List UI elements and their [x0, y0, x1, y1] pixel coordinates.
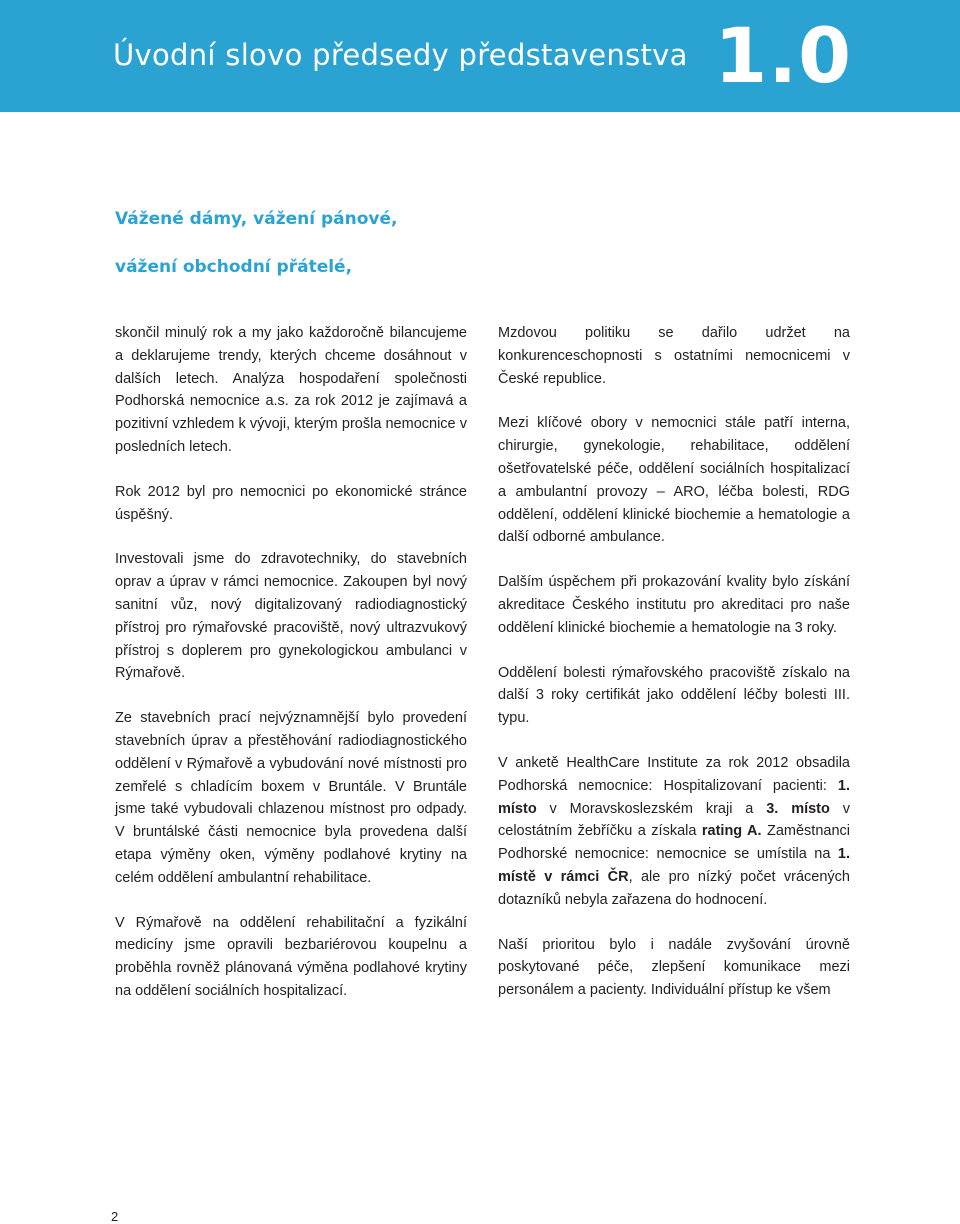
survey-text-3: v celostátním žebříčku a získala: [498, 800, 850, 840]
greeting-line-2: vážení obchodní přátelé,: [115, 257, 353, 277]
paragraph-rehabilitation: V Rýmařově na oddělení rehabilitační a fyzikální medicíny jsme opravili bezbariérovou koupelnu a proběhla rovněž plánovaná výměna podlahové krytiny na oddělení sociálních hospitalizací.: [115, 914, 467, 999]
survey-text-5: , ale pro nízký počet vrácených dotazníků nebyla zařazena do hodnocení.: [498, 868, 850, 908]
paragraph-success: Rok 2012 byl pro nemocnici po ekonomické stránce úspěšný.: [115, 483, 467, 523]
paragraph-accreditation: Dalším úspěchem při prokazování kvality bylo získání akreditace Českého institutu pro akreditaci pro naše oddělení klinické biochemie a hematologie na 3 roky.: [498, 574, 850, 636]
greeting-line-1: Vážené dámy, vážení pánové,: [115, 209, 398, 229]
right-column: [498, 322, 850, 1024]
section-number: 1.0: [714, 11, 852, 100]
survey-bold-4: 1. místě v rámci ČR: [498, 846, 850, 885]
page-number: 2: [111, 1209, 119, 1224]
header-band: [0, 0, 960, 112]
survey-bold-3: rating A.: [701, 823, 762, 840]
survey-text-1: V anketě HealthCare Institute za rok 2012 obsadila Podhorská nemocnice: Hospitalizovaní pacienti:: [498, 754, 850, 794]
survey-text-4: Zaměstnanci Podhorské nemocnice: nemocnice se umístila na: [498, 823, 851, 863]
paragraph-intro: skončil minulý rok a my jako každoročně bilancujeme a deklarujeme trendy, kterých chceme dosáhnout v dalších letech. Analýza hospodaření společnosti Podhorská nemocnice a.s. za rok 2012 je zajímavá a pozitivní vzhledem k vývoji, kterým prošla nemocnice v posledních letech.: [115, 325, 467, 455]
left-column: [115, 322, 467, 1025]
paragraph-construction: Ze stavebních prací nejvýznamnější bylo provedení stavebních úprav a přestěhování radiodiagnostického oddělení v Rýmařově a vybudování nové místnosti pro zemřelé s chladícím boxem v Bruntále. V Bruntále jsme také vybudovali chlazenou místnost pro odpady. V bruntálské části nemocnice byla provedena další etapa výměny oken, výměny podlahové krytiny na celém oddělení ambulantní rehabilitace.: [115, 710, 467, 886]
survey-text-2: v Moravskoslezském kraji a: [536, 800, 767, 817]
survey-bold-1: 1. místo: [498, 777, 850, 817]
paragraph-priority: Naší prioritou bylo i nadále zvyšování úrovně poskytované péče, zlepšení komunikace mezi personálem a pacienty. Individuální přístup ke všem: [498, 936, 850, 999]
page-title: Úvodní slovo předsedy představenstva: [113, 38, 688, 72]
paragraph-key-departments: Mezi klíčové obory v nemocnici stále patří interna, chirurgie, gynekologie, rehabilitace, oddělení ošetřovatelské péče, oddělení sociálních hospitalizací a ambulantní provozy – ARO, léčba bolesti, RDG oddělení, oddělení klinické biochemie a hematologie a další odborné ambulance.: [498, 415, 850, 546]
survey-bold-2: 3. místo: [766, 800, 830, 817]
paragraph-wages: Mzdovou politiku se dařilo udržet na konkurenceschopnosti s ostatními nemocnicemi v České republice.: [498, 325, 850, 387]
paragraph-pain-certificate: Oddělení bolesti rýmařovského pracoviště získalo na další 3 roky certifikát jako oddělení léčby bolesti III. typu.: [498, 664, 850, 727]
paragraph-investments: Investovali jsme do zdravotechniky, do stavebních oprav a úprav v rámci nemocnice. Zakoupen byl nový sanitní vůz, nový digitalizovaný radiodiagnostický přístroj pro rýmařovské pracoviště, nový ultrazvukový přístroj s doplerem pro gynekologickou ambulanci v Rýmařově.: [115, 551, 467, 682]
paragraph-healthcare-survey: [498, 752, 850, 912]
